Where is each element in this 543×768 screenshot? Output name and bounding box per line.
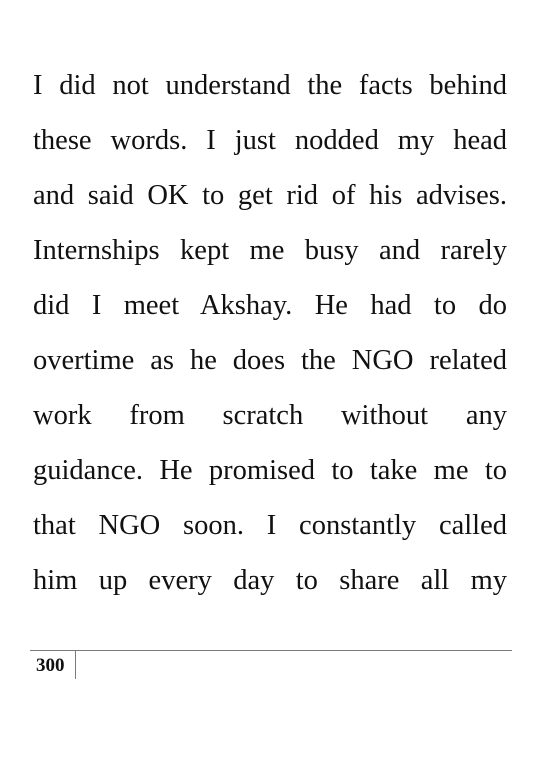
text-line: work from scratch without any xyxy=(33,400,507,431)
text-line: and said OK to get rid of his advises. xyxy=(33,180,507,211)
text-line: overtime as he does the NGO related xyxy=(33,345,507,376)
page-number: 300 xyxy=(36,655,65,676)
text-line: Internships kept me busy and rarely xyxy=(33,235,507,266)
footer-rule xyxy=(30,650,512,651)
text-line: guidance. He promised to take me to xyxy=(33,455,507,486)
body-text xyxy=(33,58,507,608)
text-line: I did not understand the facts behind xyxy=(33,70,507,101)
text-line: these words. I just nodded my head xyxy=(33,125,507,156)
text-line: him up every day to share all my xyxy=(33,565,507,596)
text-line: did I meet Akshay. He had to do xyxy=(33,290,507,321)
text-line: that NGO soon. I constantly called xyxy=(33,510,507,541)
page-number-divider xyxy=(75,651,76,679)
